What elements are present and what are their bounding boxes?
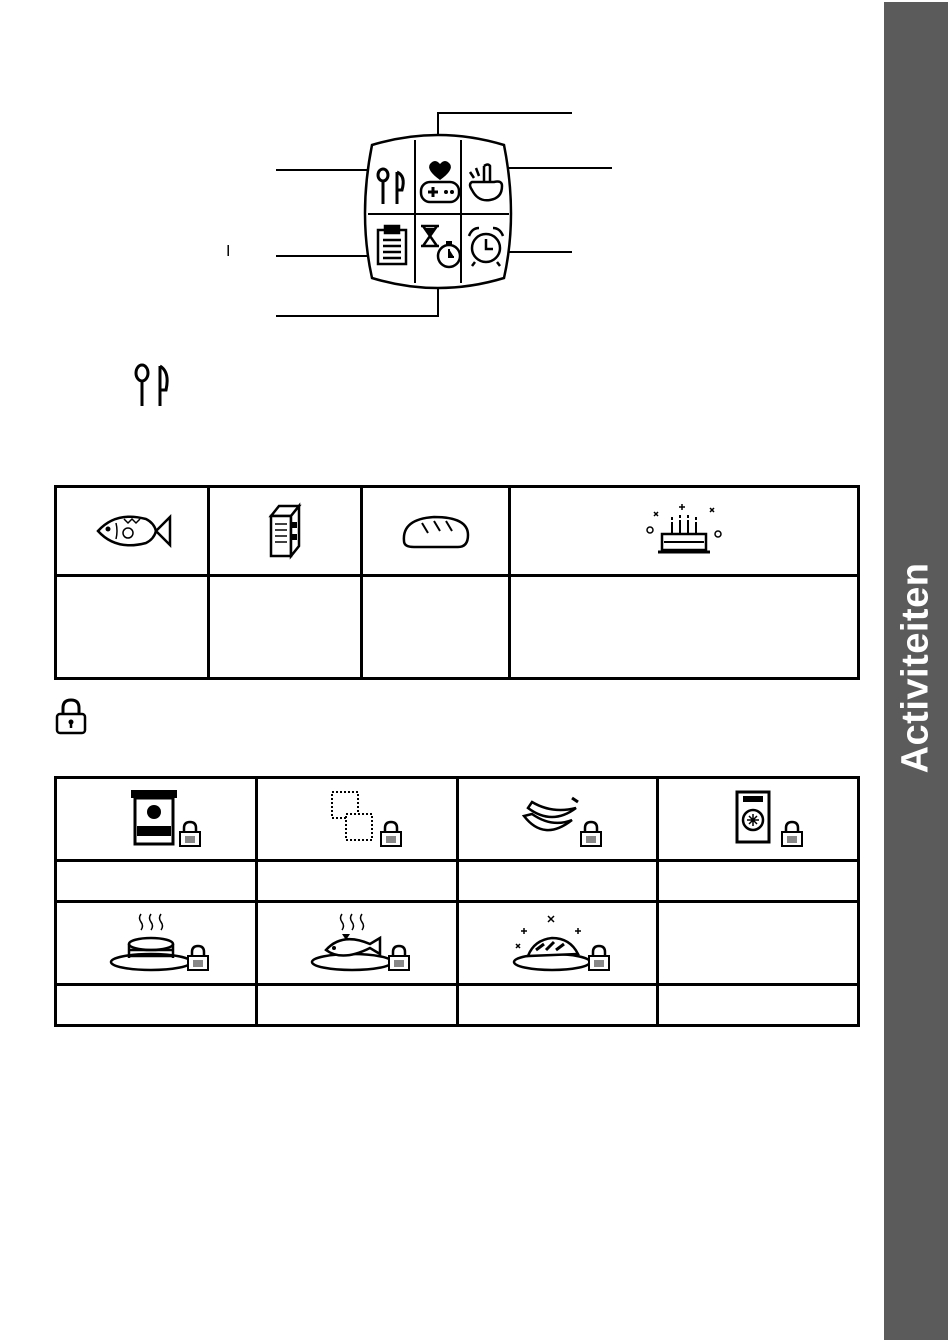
clipboard-icon	[378, 226, 406, 264]
fish-icon	[92, 509, 172, 553]
food-label-cell	[510, 576, 859, 679]
food-label-cell	[256, 985, 457, 1026]
milk-carton-icon	[265, 502, 305, 560]
food-label-cell	[56, 985, 257, 1026]
food-cell	[658, 778, 859, 861]
food-cell	[209, 487, 362, 576]
food-cell	[362, 487, 510, 576]
lock-icon	[177, 820, 203, 848]
food-cell	[56, 487, 209, 576]
food-label-cell	[56, 576, 209, 679]
lock-icon	[779, 820, 805, 848]
menu-marker: I	[226, 243, 231, 260]
food-label-cell	[256, 861, 457, 902]
food-cell	[457, 778, 658, 861]
locked-food-table	[54, 776, 860, 1027]
food-label-cell	[56, 861, 257, 902]
food-cell	[56, 778, 257, 861]
lock-icon	[578, 820, 604, 848]
lock-icon	[586, 944, 612, 972]
empty-cell	[658, 902, 859, 985]
birthday-cake-icon	[642, 500, 726, 562]
lock-icon	[378, 820, 404, 848]
lock-icon	[185, 944, 211, 972]
food-label-cell	[658, 985, 859, 1026]
lock-icon	[52, 698, 90, 736]
food-label-cell	[209, 576, 362, 679]
food-cell	[457, 902, 658, 985]
food-label-cell	[362, 576, 510, 679]
fork-knife-icon	[130, 362, 174, 410]
lock-icon	[386, 944, 412, 972]
food-cell	[510, 487, 859, 576]
food-cell	[256, 778, 457, 861]
food-label-cell	[457, 985, 658, 1026]
food-table	[54, 485, 860, 680]
food-label-cell	[457, 861, 658, 902]
callout-line-time	[276, 286, 438, 316]
food-cell	[256, 902, 457, 985]
food-cell	[56, 902, 257, 985]
bread-icon	[400, 511, 472, 551]
side-tab-label: Activiteiten	[894, 562, 937, 774]
food-label-cell	[658, 861, 859, 902]
menu-diagram	[0, 0, 880, 340]
